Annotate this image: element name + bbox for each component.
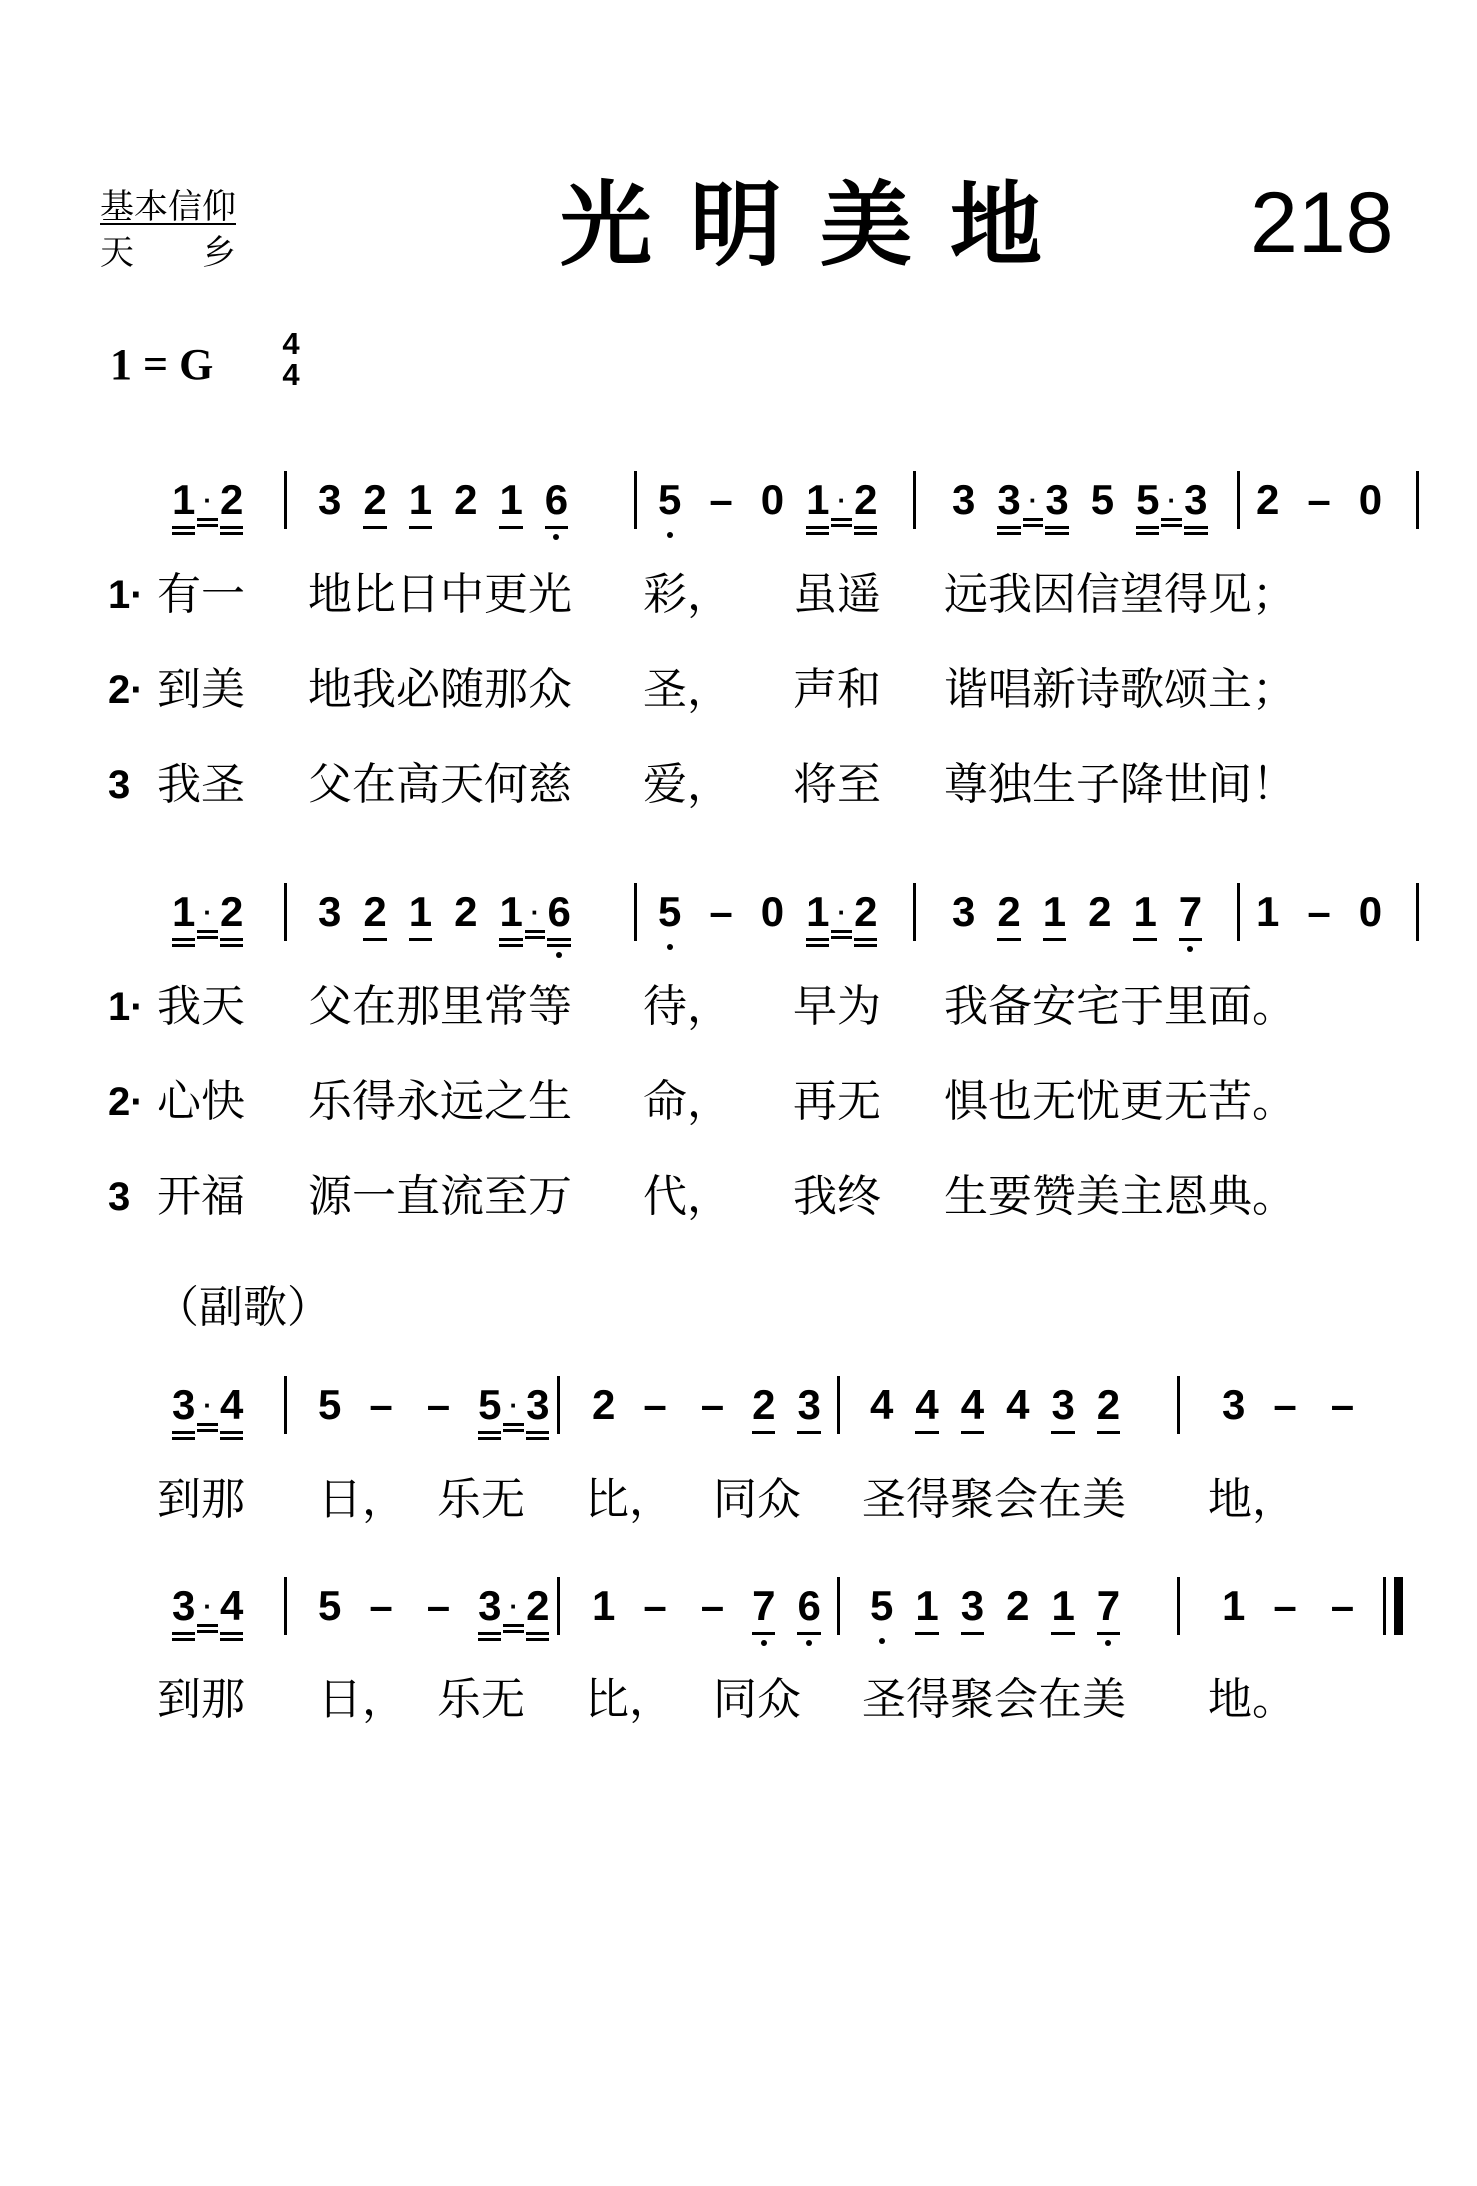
lyric-segment: 谐唱新诗歌颂主； [944,664,1296,715]
note: 1 [1133,888,1157,935]
lyric-segment: 爱， [643,759,731,810]
note: 5 [1090,476,1115,523]
lyric-line [0,1072,1477,1132]
note: 0 [760,888,785,935]
low-octave-dot [667,532,673,538]
note: 1 [172,888,196,935]
bar-line [557,1577,560,1635]
measure [1222,1373,1360,1437]
note: 5 [478,1381,502,1428]
note: 1 [806,476,830,523]
dot-mark: · [1161,487,1182,513]
lyric-segment: 地我必随那众 [308,664,572,715]
lyric-segment: 比， [585,1674,673,1725]
lyric-segment: 声和 [793,664,881,715]
verse-number: 2· [108,1080,144,1124]
note: 2 [752,1381,776,1428]
low-octave-dot [1105,1640,1111,1646]
lyric-segment: 尊独生子降世间！ [944,759,1296,810]
lyric-segment: 有一 [157,569,245,620]
note: 3 [952,888,976,935]
note: 3 [172,1582,196,1629]
low-octave-dot [879,1638,885,1644]
chorus-label: （副歌） [155,1282,331,1333]
bar-line [1416,471,1419,529]
lyric-segment: 乐无 [437,1674,525,1725]
measure [592,1574,821,1638]
final-bar-thick [1394,1577,1403,1635]
note: 3 [526,1381,550,1428]
lyric-segment: 同众 [713,1674,801,1725]
measure [870,1574,1120,1638]
measure [1222,1574,1360,1638]
note: 4 [870,1381,894,1428]
bar-line [1416,883,1419,941]
note: 7 [752,1585,775,1627]
bar-line [284,471,287,529]
hold-dash: – [709,888,733,935]
notation-line [0,468,1477,532]
lyric-line [0,1167,1477,1227]
lyric-line [0,755,1477,815]
lyric-line [0,565,1477,625]
lyric-segment: 代， [643,1171,731,1222]
lyric-segment: 再无 [793,1076,881,1127]
lyric-segment: 源一直流至万 [308,1171,572,1222]
note: 3 [1184,476,1208,523]
note: 5 [870,1585,893,1627]
note: 2 [1088,888,1112,935]
hold-dash: – [1307,476,1331,523]
note: 0 [760,476,785,523]
note: 1 [408,476,433,523]
hold-dash: – [1273,1582,1297,1629]
dot-mark: · [525,899,546,925]
note: 6 [797,1585,820,1627]
note: 3 [1222,1381,1246,1428]
hymn-number: 218 [1250,175,1394,271]
lyric-segment: 乐无 [437,1474,525,1525]
dot-mark: · [197,487,218,513]
note: 3 [318,476,342,523]
lyric-segment: 日， [318,1674,406,1725]
subcategory-label: 天 乡 [100,233,236,273]
low-octave-dot [553,534,559,540]
bar-line [634,883,637,941]
note: 2 [220,476,244,523]
note: 3 [318,888,342,935]
lyric-segment: 圣得聚会在美 [862,1674,1126,1725]
lyric-segment: 心快 [157,1076,245,1127]
bar-line [913,471,916,529]
dot-mark: · [197,899,218,925]
key-signature: 1 = G [110,340,214,389]
note: 2 [363,476,387,523]
bar-line [284,1376,287,1434]
lyric-line [0,660,1477,720]
lyric-segment: 乐得永远之生 [308,1076,572,1127]
note: 1 [1222,1582,1246,1629]
dot-mark: · [831,487,852,513]
bar-line [837,1376,840,1434]
measure [592,1373,821,1437]
verse-number: 2· [108,668,144,712]
lyric-segment: 到那 [157,1674,245,1725]
measure [172,880,243,944]
note: 3 [478,1582,502,1629]
lyric-segment: 惧也无忧更无苦。 [944,1076,1296,1127]
dot-mark: · [503,1392,524,1418]
hold-dash: – [369,1381,393,1428]
hold-dash: – [1330,1381,1355,1428]
lyric-segment: 地。 [1208,1674,1296,1725]
note: 2 [363,888,387,935]
note: 4 [1006,1381,1030,1428]
note: 1 [915,1582,939,1629]
verse-number: 1· [108,985,144,1029]
measure [172,1574,243,1638]
note: 2 [1256,476,1280,523]
note: 2 [454,476,478,523]
note: 3 [997,476,1021,523]
note: 1 [408,888,433,935]
dot-mark: · [503,1593,524,1619]
lyric-segment: 待， [643,981,731,1032]
lyric-line [0,1470,1477,1530]
note: 7 [1097,1585,1120,1627]
lyric-segment: 我天 [157,981,245,1032]
lyric-segment: 圣， [643,664,731,715]
bar-line [284,883,287,941]
note: 3 [960,1582,985,1629]
lyric-segment: 同众 [713,1474,801,1525]
hold-dash: – [426,1381,451,1428]
low-octave-dot [761,1640,767,1646]
note: 3 [1045,476,1069,523]
lyric-segment: 父在高天何慈 [308,759,572,810]
note: 0 [1358,476,1383,523]
bar-line [557,1376,560,1434]
note: 3 [172,1381,196,1428]
low-octave-dot [1187,946,1193,952]
low-octave-dot [556,952,562,958]
lyric-segment: 我终 [793,1171,881,1222]
lyric-segment: 到那 [157,1474,245,1525]
verse-number: 3 [108,1175,131,1219]
lyric-line [0,1670,1477,1730]
note: 5 [318,1582,342,1629]
dot-mark: · [1023,487,1044,513]
hold-dash: – [1307,888,1331,935]
final-bar-thin [1383,1577,1386,1635]
measure [318,880,571,944]
note: 1 [1042,888,1067,935]
hold-dash: – [643,1381,667,1428]
notation-line [0,880,1477,944]
time-signature [278,328,304,390]
note: 2 [854,888,878,935]
note: 3 [797,1381,821,1428]
lyric-segment: 到美 [157,664,245,715]
note: 5 [1136,476,1160,523]
note: 2 [997,888,1021,935]
hold-dash: – [709,476,733,523]
lyric-line [0,977,1477,1037]
bar-line [284,1577,287,1635]
note: 4 [220,1582,244,1629]
lyric-segment: 我圣 [157,759,245,810]
measure [318,468,568,532]
lyric-segment: 比， [585,1474,673,1525]
note: 2 [454,888,478,935]
note: 5 [658,891,681,933]
note: 2 [1096,1381,1121,1428]
measure [1256,880,1382,944]
note: 5 [318,1381,342,1428]
measure [1256,468,1382,532]
note: 1 [1051,1582,1075,1629]
lyric-segment: 地， [1208,1474,1296,1525]
note: 2 [854,476,878,523]
lyric-segment: 圣得聚会在美 [862,1474,1126,1525]
note: 6 [547,891,570,933]
time-signature-bottom: 4 [282,357,300,392]
note: 1 [1256,888,1280,935]
hold-dash: – [1273,1381,1297,1428]
note: 2 [220,888,244,935]
verse-number: 3 [108,763,131,807]
note: 1 [806,888,830,935]
low-octave-dot [806,1640,812,1646]
measure [318,1373,549,1437]
note: 1 [592,1582,616,1629]
lyric-segment: 虽遥 [793,569,881,620]
hymn-title: 光明美地 [560,172,1081,279]
note: 4 [220,1381,244,1428]
notation-line [0,1574,1477,1638]
verse-number: 1· [108,573,144,617]
bar-line [837,1577,840,1635]
note: 3 [952,476,976,523]
bar-line [1177,1577,1180,1635]
bar-line [1237,883,1240,941]
bar-line [913,883,916,941]
note: 5 [658,479,681,521]
note: 2 [1006,1582,1030,1629]
hold-dash: – [643,1582,667,1629]
lyric-segment: 父在那里常等 [308,981,572,1032]
lyric-segment: 彩， [643,569,731,620]
measure [870,1373,1120,1437]
category-label: 基本信仰 [100,187,236,227]
measure [952,880,1202,944]
measure [952,468,1208,532]
lyric-segment: 将至 [793,759,881,810]
lyric-segment: 命， [643,1076,731,1127]
notation-line [0,1373,1477,1437]
measure [172,468,243,532]
hold-dash: – [369,1582,393,1629]
lyric-segment: 生要赞美主恩典。 [944,1171,1296,1222]
time-signature-top: 4 [282,326,300,361]
hold-dash: – [700,1381,725,1428]
hold-dash: – [1330,1582,1355,1629]
note: 7 [1179,891,1202,933]
measure [318,1574,549,1638]
measure [658,880,877,944]
lyric-segment: 早为 [793,981,881,1032]
lyric-segment: 开福 [157,1171,245,1222]
note: 6 [545,479,568,521]
dot-mark: · [831,899,852,925]
note: 2 [592,1381,616,1428]
hold-dash: – [426,1582,451,1629]
bar-line [634,471,637,529]
lyric-segment: 地比日中更光 [308,569,572,620]
dot-mark: · [197,1593,218,1619]
measure [658,468,877,532]
note: 3 [1051,1381,1075,1428]
bar-line [1177,1376,1180,1434]
note: 0 [1358,888,1383,935]
note: 1 [499,476,523,523]
bar-line [1237,471,1240,529]
hold-dash: – [700,1582,725,1629]
note: 1 [499,888,523,935]
lyric-segment: 日， [318,1474,406,1525]
note: 2 [526,1582,550,1629]
note: 4 [960,1381,985,1428]
lyric-segment: 我备安宅于里面。 [944,981,1296,1032]
note: 1 [172,476,196,523]
low-octave-dot [667,944,673,950]
note: 4 [915,1381,939,1428]
lyric-segment: 远我因信望得见； [944,569,1296,620]
measure [172,1373,243,1437]
dot-mark: · [197,1392,218,1418]
